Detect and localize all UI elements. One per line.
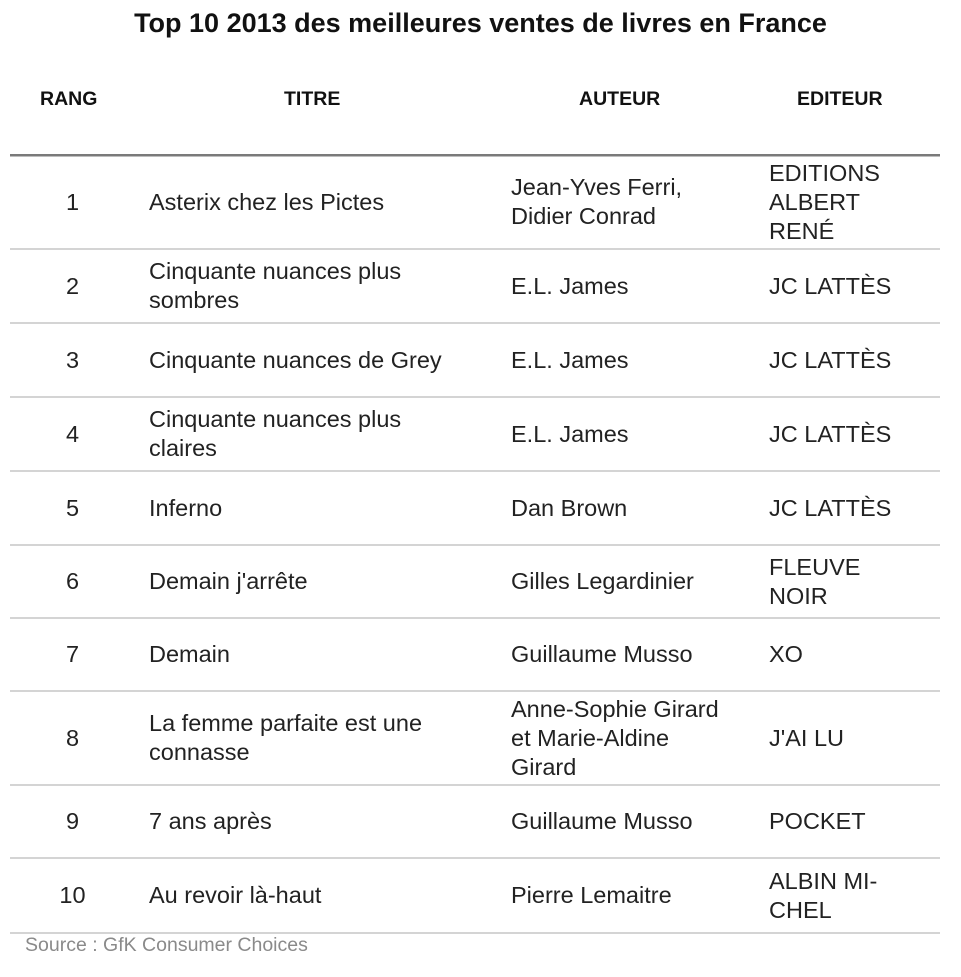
table-row	[10, 692, 940, 786]
cell-rank: 2	[65, 272, 80, 299]
header-publisher: EDITEUR	[797, 88, 883, 110]
cell-rank: 1	[65, 188, 80, 215]
cell-title: La femme parfaite est une connasse	[149, 710, 423, 765]
cell-publisher: JC LATTÈS	[769, 346, 892, 373]
table-title: Top 10 2013 des meilleures ventes de livres en France	[134, 8, 827, 38]
cell-rank: 3	[65, 346, 80, 373]
cell-title: Demain j'arrête	[149, 568, 308, 594]
header-author: AUTEUR	[579, 88, 661, 110]
cell-publisher: EDITIONS ALBERT RENÉ	[769, 159, 880, 244]
cell-author: Guillaume Musso	[511, 808, 693, 834]
table-row	[10, 250, 940, 324]
table-row	[10, 324, 940, 398]
cell-publisher: JC LATTÈS	[769, 420, 892, 447]
table-row	[10, 398, 940, 472]
cell-rank: 4	[65, 420, 80, 447]
table-row	[10, 786, 940, 859]
cell-title: Au revoir là-haut	[149, 882, 322, 908]
cell-rank: 6	[65, 568, 80, 594]
cell-title: Cinquante nuances plus sombres	[149, 258, 402, 313]
cell-publisher: POCKET	[769, 808, 866, 834]
header-title: TITRE	[284, 88, 341, 110]
table-row	[10, 472, 940, 546]
cell-rank: 7	[65, 641, 80, 667]
cell-author: E.L. James	[511, 346, 629, 373]
cell-rank: 8	[65, 724, 80, 751]
cell-title: Cinquante nuances plus claires	[149, 406, 402, 461]
cell-title: Asterix chez les Pictes	[149, 188, 385, 215]
cell-rank: 5	[65, 494, 80, 521]
cell-rank: 10	[59, 882, 86, 908]
table-row	[10, 859, 940, 934]
table-row	[10, 619, 940, 692]
cell-author: Pierre Lemaitre	[511, 882, 672, 908]
cell-title: Cinquante nuances de Grey	[149, 346, 442, 373]
cell-rank: 9	[65, 808, 80, 834]
cell-title: Inferno	[149, 494, 223, 521]
cell-title: Demain	[149, 641, 230, 667]
cell-author: E.L. James	[511, 272, 629, 299]
cell-author: Guillaume Musso	[511, 641, 693, 667]
cell-publisher: JC LATTÈS	[769, 494, 892, 521]
cell-author: Jean-Yves Ferri, Didier Conrad	[511, 174, 683, 229]
cell-title: 7 ans après	[149, 808, 272, 834]
cell-author: Gilles Legardinier	[511, 568, 694, 594]
cell-publisher: J'AI LU	[769, 724, 845, 751]
header-rank: RANG	[40, 88, 98, 110]
cell-author: Anne-Sophie Girard et Marie-Aldine Girard	[511, 695, 719, 780]
cell-author: Dan Brown	[511, 494, 628, 521]
cell-author: E.L. James	[511, 420, 629, 447]
cell-publisher: XO	[769, 641, 803, 667]
cell-publisher: FLEUVE NOIR	[769, 553, 861, 609]
cell-publisher: ALBIN MI- CHEL	[769, 867, 878, 923]
table-row	[10, 546, 940, 619]
cell-publisher: JC LATTÈS	[769, 272, 892, 299]
source-note: Source : GfK Consumer Choices	[25, 934, 308, 956]
table-row	[10, 156, 940, 250]
